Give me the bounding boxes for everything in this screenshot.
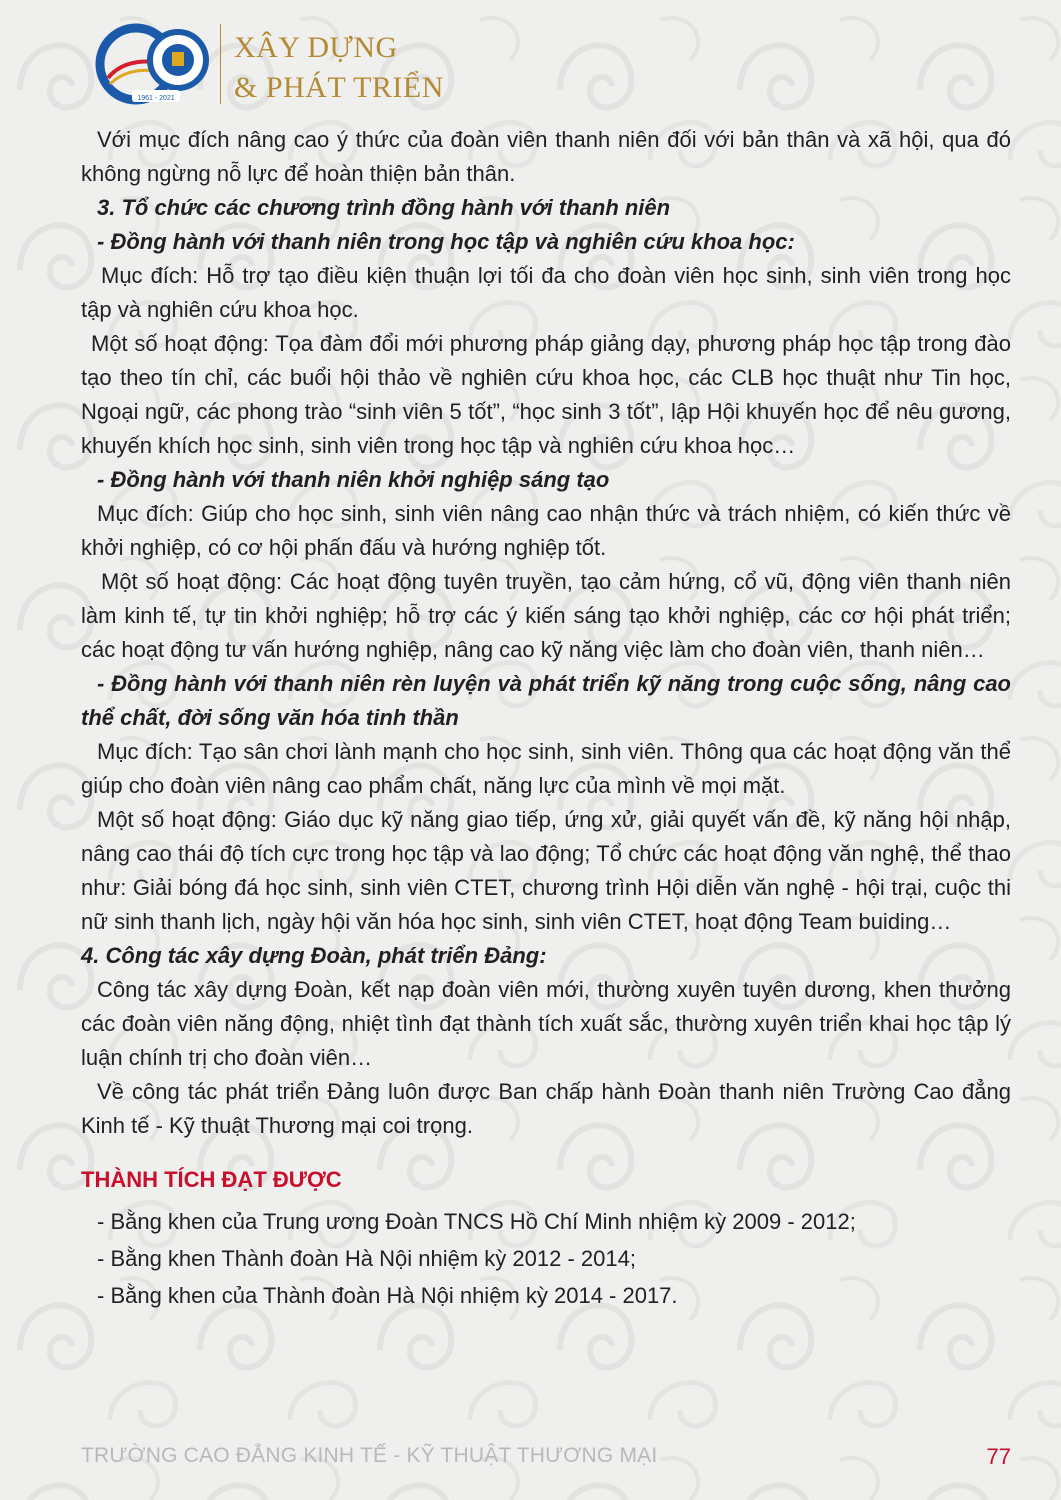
title-line-2: & PHÁT TRIỂN [234, 71, 444, 104]
subheading: - Đồng hành với thanh niên trong học tập và nghiên cứu khoa học: [97, 229, 795, 254]
paragraph: Một số hoạt động: Tọa đàm đổi mới phương pháp giảng dạy, phương pháp học tập trong đào tạo theo tín chỉ, các buổi hội thảo về nghiên cứu khoa học, các CLB học thuật như Tin học, Ngoại ngữ, các phong trào “sinh viên 5 tốt”, “học sinh 3 tốt”, lập Hội khuyến học để nêu gương, khuyến khích học sinh, sinh viên trong học tập và nghiên cứu khoa học… [81, 331, 1011, 458]
anniversary-logo [92, 20, 210, 106]
page-header [0, 0, 1061, 118]
paragraph: Mục đích: Hỗ trợ tạo điều kiện thuận lợi tối đa cho đoàn viên học sinh, sinh viên trong học tập và nghiên cứu khoa học. [81, 263, 1011, 322]
paragraph: Một số hoạt động: Các hoạt động tuyên truyền, tạo cảm hứng, cổ vũ, động viên thanh niên làm kinh tế, tự tin khởi nghiệp; hỗ trợ các ý kiến sáng tạo khởi nghiệp, các cơ hội phát triển; các hoạt động tư vấn hướng nghiệp, nâng cao kỹ năng việc làm cho đoàn viên, thanh niên… [81, 569, 1011, 662]
publication-title [234, 28, 444, 108]
page-number: 77 [986, 1444, 1011, 1469]
section-heading-3: 3. Tổ chức các chương trình đồng hành với thanh niên [97, 195, 671, 220]
achievements-title: THÀNH TÍCH ĐẠT ĐƯỢC [81, 1167, 342, 1192]
award-item: - Bằng khen Thành đoàn Hà Nội nhiệm kỳ 2012 - 2014; [97, 1246, 636, 1271]
title-line-1: XÂY DỰNG [234, 31, 398, 64]
paragraph: Mục đích: Tạo sân chơi lành mạnh cho học sinh, sinh viên. Thông qua các hoạt động văn thể giúp cho đoàn viên nâng cao phẩm chất, năng lực của mình về mọi mặt. [81, 739, 1011, 798]
page-footer [81, 1444, 1011, 1474]
paragraph: Với mục đích nâng cao ý thức của đoàn viên thanh niên đối với bản thân và xã hội, qua đó không ngừng nỗ lực để hoàn thiện bản thân. [81, 127, 1011, 186]
paragraph: Về công tác phát triển Đảng luôn được Ban chấp hành Đoàn thanh niên Trường Cao đẳng Kinh tế - Kỹ thuật Thương mại coi trọng. [81, 1079, 1011, 1138]
school-name: TRƯỜNG CAO ĐẲNG KINH TẾ - KỸ THUẬT THƯƠNG MẠI [81, 1444, 658, 1467]
section-heading-4: 4. Công tác xây dựng Đoàn, phát triển Đảng: [81, 943, 547, 968]
subheading: - Đồng hành với thanh niên rèn luyện và phát triển kỹ năng trong cuộc sống, nâng cao thể chất, đời sống văn hóa tinh thần [81, 671, 1011, 730]
subheading: - Đồng hành với thanh niên khởi nghiệp sáng tạo [97, 467, 610, 492]
award-item: - Bằng khen của Trung ương Đoàn TNCS Hồ Chí Minh nhiệm kỳ 2009 - 2012; [97, 1209, 856, 1234]
paragraph: Mục đích: Giúp cho học sinh, sinh viên nâng cao nhận thức và trách nhiệm, có kiến thức về khởi nghiệp, có cơ hội phấn đấu và hướng nghiệp tốt. [81, 501, 1011, 560]
award-item: - Bằng khen của Thành đoàn Hà Nội nhiệm kỳ 2014 - 2017. [97, 1283, 678, 1308]
article-body [81, 123, 1011, 1314]
paragraph: Một số hoạt động: Giáo dục kỹ năng giao tiếp, ứng xử, giải quyết vấn đề, kỹ năng hội nhập, nâng cao thái độ tích cực trong học tập và lao động; Tổ chức các hoạt động văn nghệ, thể thao như: Giải bóng đá học sinh, sinh viên CTET, chương trình Hội diễn văn nghệ - hội trại, cuộc thi nữ sinh thanh lịch, ngày hội văn hóa học sinh, sinh viên CTET, hoạt động Team buiding… [81, 807, 1011, 934]
logo-years: 1961 - 2021 [137, 95, 175, 102]
header-divider [220, 24, 221, 104]
paragraph: Công tác xây dựng Đoàn, kết nạp đoàn viên mới, thường xuyên tuyên dương, khen thưởng các đoàn viên năng động, nhiệt tình đạt thành tích xuất sắc, thường xuyên triển khai học tập lý luận chính trị cho đoàn viên… [81, 977, 1011, 1070]
